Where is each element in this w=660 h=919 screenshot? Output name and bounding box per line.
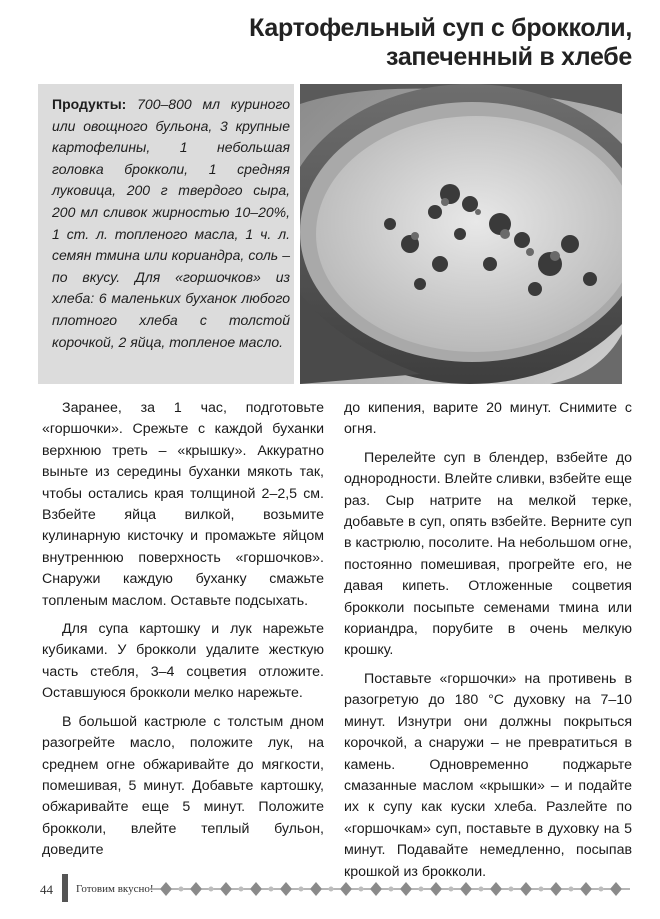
page-number: 44 [40, 882, 53, 897]
ingredients-list: 700–800 мл куриного или овощного бульона, 3 крупные картофелины, 1 небольшая головка брокколи, 1 средняя луковица, 200 г твердого сыра, 200 мл сливок жирностью 10–20%, 1 ст. л. топленого масла, 1 ч. л. семян тмина или кориандра, соль – по вкусу. Для «горшочков» из хлеба: 6 маленьких буханок любого плотного хлеба с толстой корочкой, 2 яйца, топленое масло. [52, 96, 290, 350]
magazine-brand: Готовим вкусно! [76, 883, 154, 895]
ingredients-label: Продукты: [52, 96, 127, 112]
instruction-paragraph: Заранее, за 1 час, подготовьте «горшочки». Срежьте с каждой буханки верхнюю треть – «крышку». Аккуратно выньте из середины буханки мякоть так, чтобы остались края толщиной 2–2,5 см. Взбейте яйца вилкой, возьмите кулинарную кисточку и промажьте яйцом внутреннюю поверхность «горшочков». Снаружи каждую буханку смажьте топленым маслом. Оставьте подсыхать. [42, 400, 324, 609]
page-footer [0, 868, 660, 908]
footer-divider [62, 874, 68, 902]
instruction-paragraph: Поставьте «горшочки» на противень в разогретую до 180 °С духовку на 7–10 минут. Изнутри они должны покрыться корочкой, а снаружи – не превратиться в камень. Одновременно поджарьте смазанные маслом «крышки» – и подайте их к супу как куски хлеба. Разлейте по «горшочкам» суп, поставьте в духовку на 5 минут. Подавайте немедленно, посыпав крошкой из брокколи. [344, 670, 632, 880]
ingredients-box [38, 84, 294, 384]
recipe-title-line-2: запеченный в хлебе [386, 43, 632, 71]
instruction-continuation: до кипения, варите 20 минут. Снимите с огня. [344, 400, 632, 438]
recipe-title [212, 14, 632, 72]
instruction-paragraph: Перелейте суп в блендер, взбейте до однородности. Влейте сливки, взбейте еще раз. Сыр натрите на мелкой терке, добавьте в суп, опять взбейте. Верните суп в кастрюлю, посолите. На небольшом огне, постоянно помешивая, прогрейте его, не давая кипеть. Отложенные соцветия брокколи посыпьте семенами тмина или кориандра, порубите в очень мелкую крошку. [344, 449, 633, 659]
ingredients-text [52, 94, 290, 353]
recipe-title-line-1: Картофельный суп с брокколи, [249, 14, 632, 42]
instruction-paragraph: Для супа картошку и лук нарежьте кубиками. У брокколи удалите жесткую часть стебля, 3–4 соцветия отложите. Оставшуюся брокколи мелко нарежьте. [42, 621, 324, 702]
instructions-left-column [42, 398, 324, 869]
soup-in-bread-photo [300, 84, 622, 384]
ornament-icon [150, 878, 630, 900]
instructions-right-column [344, 398, 632, 890]
instruction-paragraph: В большой кастрюле с толстым дном разогрейте масло, положите лук, на среднем огне обжаривайте до мягкости, помешивая, 5 минут. Добавьте картошку, обжаривайте еще 5 минут. Положите брокколи, влейте теплый бульон, доведите [42, 713, 324, 859]
